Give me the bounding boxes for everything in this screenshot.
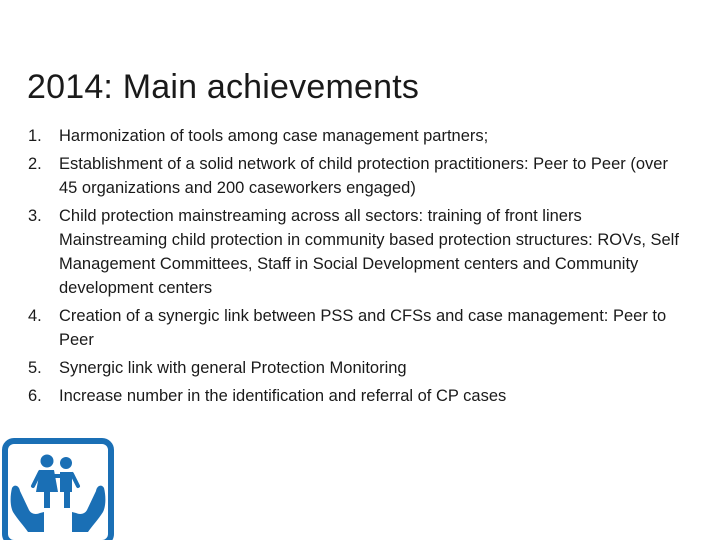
list-item-number: 4. [28,307,42,325]
list-item-number: 6. [28,387,42,405]
list-item-text: Increase number in the identification and referral of CP cases [59,387,507,405]
slide-title: 2014: Main achievements [27,68,420,106]
list-item-number: 5. [28,359,42,377]
list-item-text: Creation of a synergic link between PSS and CFSs and case management: Peer to Peer [59,307,667,349]
list-item-number: 1. [28,127,42,145]
list-item [28,384,688,408]
list-item-number: 3. [28,207,42,225]
list-item-text: Harmonization of tools among case management partners; [59,127,489,145]
achievements-list [28,124,688,412]
list-item [28,124,688,148]
list-item [28,204,688,300]
list-item-number: 2. [28,155,42,173]
list-item [28,304,688,352]
child-protection-icon [0,436,115,540]
list-item [28,356,688,380]
list-item-text: Synergic link with general Protection Monitoring [59,359,407,377]
list-item-text: Child protection mainstreaming across all sectors: training of front liners Mainstreaming child protection in community based protection structures: ROVs, Self Management Committees, Staff in Social Development centers and Community development centers [59,207,679,297]
list-item [28,152,688,200]
list-item-text: Establishment of a solid network of child protection practitioners: Peer to Peer (over 45 organizations and 200 caseworkers engaged) [59,155,668,197]
